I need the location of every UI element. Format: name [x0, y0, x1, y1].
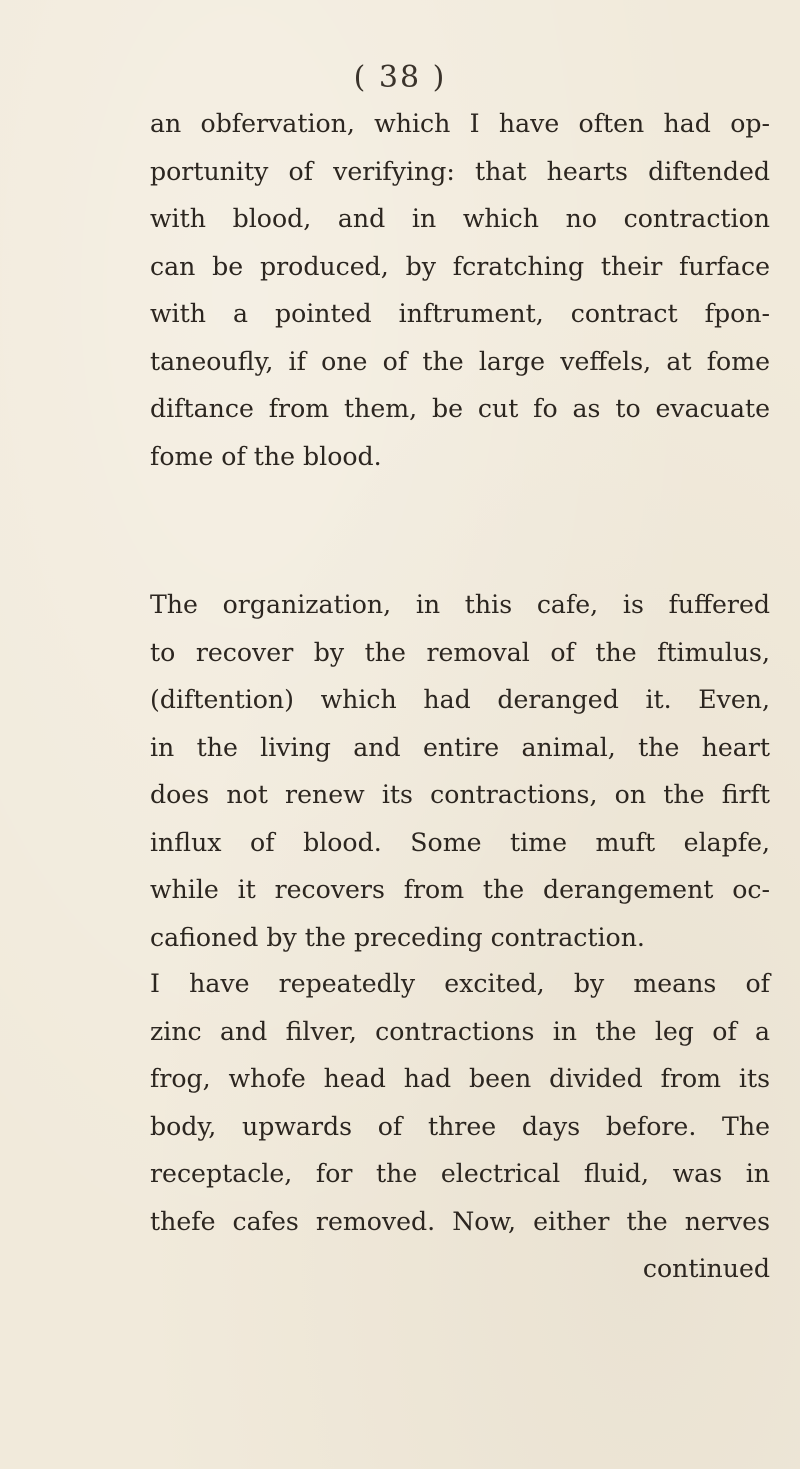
text-line: to recover by the removal of the ftimulus, — [150, 637, 770, 667]
text-line: The organization, in this cafe, is fuffered — [150, 590, 770, 619]
text-line: with blood, and in which no contraction — [150, 204, 770, 233]
text-line: an obfervation, which I have often had op- — [150, 109, 770, 138]
text-line: does not renew its contractions, on the firft — [150, 780, 770, 809]
text-line: frog, whofe head had been divided from its — [150, 1064, 770, 1093]
text-line: portunity of verifying: that hearts diftended — [150, 156, 770, 186]
text-line: with a pointed inftrument, contract fpon- — [150, 299, 770, 328]
text-line: thefe cafes removed. Now, either the nerves — [150, 1206, 770, 1236]
paragraph-3 — [150, 960, 770, 1293]
text-line: can be produced, by fcratching their furface — [150, 251, 770, 281]
text-line: diftance from them, be cut fo as to evacuate — [150, 394, 770, 423]
text-line: fome of the blood. — [150, 441, 382, 471]
text-line: receptacle, for the electrical fluid, was in — [150, 1159, 770, 1188]
catchword: continued — [642, 1254, 770, 1283]
text-line: taneoufly, if one of the large veffels, at fome — [150, 346, 770, 376]
paragraph-2 — [150, 581, 770, 961]
text-line: in the living and entire animal, the heart — [150, 732, 770, 762]
text-line: cafioned by the preceding contraction. — [150, 922, 645, 952]
text-line: zinc and filver, contractions in the leg of a — [150, 1016, 770, 1046]
text-line: I have repeatedly excited, by means of — [150, 969, 770, 998]
page-number: ( 38 ) — [353, 60, 447, 95]
text-line: (diftention) which had deranged it. Even, — [150, 685, 770, 714]
text-line: while it recovers from the derangement oc- — [150, 875, 770, 904]
text-line: influx of blood. Some time muft elapfe, — [150, 827, 770, 857]
paragraph-1 — [150, 100, 770, 480]
text-line: body, upwards of three days before. The — [150, 1111, 770, 1141]
